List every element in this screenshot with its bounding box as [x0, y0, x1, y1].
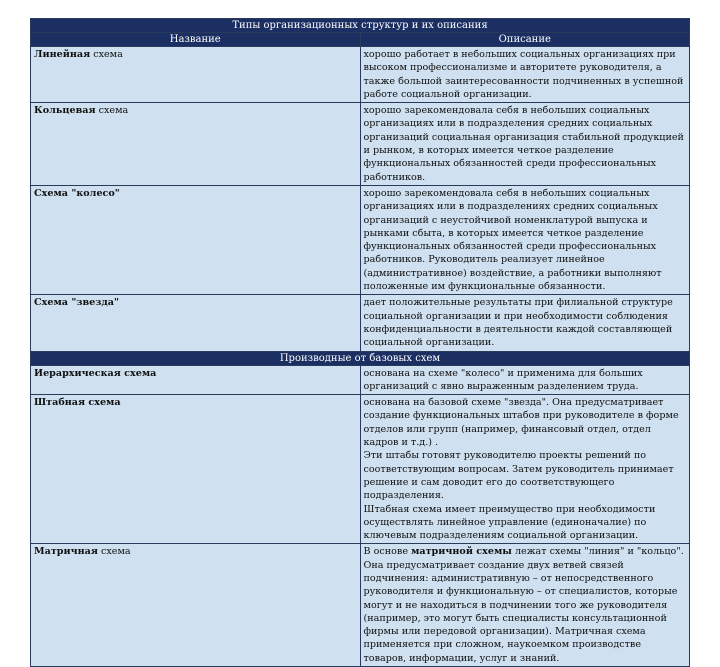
table-row-ring	[31, 103, 690, 186]
description-paragraph: Штабная схема имеет преимущество при необходимости осуществлять линейное управление (единоначалие) по ключевым подразделениям социальной организации.	[363, 503, 656, 542]
table-row-linear	[31, 47, 690, 103]
row-name-cell	[31, 295, 361, 351]
table-row-staff	[31, 395, 690, 544]
table-title: Типы организационных структур и их описания	[31, 19, 690, 33]
title-row	[31, 19, 690, 33]
row-name-bold: Иерархическая схема	[34, 367, 157, 379]
row-name-bold: Схема "звезда"	[34, 297, 119, 309]
row-name-bold: Кольцевая	[34, 105, 96, 117]
section-header-row	[31, 351, 690, 365]
column-header-description: Описание	[360, 33, 690, 47]
row-name-cell	[31, 47, 361, 103]
section-title: Производные от базовых схем	[31, 351, 690, 365]
column-header-name: Название	[31, 33, 361, 47]
row-description: основана на схеме "колесо" и применима для больших организаций с явно выраженным разделением труда.	[360, 365, 690, 395]
row-name-bold: Схема "колесо"	[34, 187, 120, 199]
row-name-rest: схема	[95, 105, 129, 117]
row-name-bold: Матричная	[34, 546, 98, 558]
row-name-bold: Штабная схема	[34, 397, 121, 409]
row-name-bold: Линейная	[34, 49, 91, 60]
organizational-structures-table-wrapper	[30, 18, 690, 667]
row-name-cell	[31, 544, 361, 667]
table-row-hierarchical	[31, 365, 690, 395]
row-name-rest: схема	[97, 546, 131, 558]
table-row-matrix	[31, 544, 690, 667]
row-name-cell	[31, 103, 361, 186]
organizational-structures-table	[30, 18, 690, 667]
table-row-wheel	[31, 185, 690, 294]
row-name-rest: схема	[90, 49, 123, 60]
column-header-row	[31, 33, 690, 47]
description-pre: В основе	[363, 546, 412, 558]
row-name-cell	[31, 395, 361, 544]
row-description: хорошо работает в небольших социальных организациях при высоком профессионализме и авторитете руководителя, а также большой заинтересованности подчиненных в успешной работе социальной организации.	[360, 47, 690, 103]
row-name-cell	[31, 365, 361, 395]
row-description: хорошо зарекомендовала себя в небольших социальных организациях или в подразделениях средних социальных организаций с неустойчивой номенклатурой выпуска и рынками сбыта, в которых имеется четкое разделение функциональных обязанностей среди профессиональных работников. Руководитель реализует линейное (административное) воздействие, а работники выполняют положенные им функциональные обязанности.	[360, 185, 690, 294]
description-post: лежат схемы "линия" и "кольцо". Она предусматривает создание двух ветвей связей подчинения: административную – от непосредственного руководителя и функциональную – от специалистов, которые могут и не находиться в подчинении того же руководителя (например, это могут быть специалисты консультационной фирмы или передовой организации). Матричная схема применяется при сложном, наукоемком производстве товаров, информации, услуг и знаний.	[363, 546, 684, 664]
description-paragraph: Эти штабы готовят руководителю проекты решений по соответствующим вопросам. Затем руководитель принимает решение и сам доводит его до соответствующего подразделения.	[363, 450, 674, 502]
row-name-cell	[31, 185, 361, 294]
row-description	[360, 395, 690, 544]
description-paragraph: основана на базовой схеме "звезда". Она предусматривает создание функциональных штабов при руководителе в форме отделов или групп (например, финансовый отдел, отдел кадров и т.д.) .	[363, 397, 679, 449]
table-row-star	[31, 295, 690, 351]
row-description: дает положительные результаты при филиальной структуре социальной организации и при необходимости соблюдения конфиденциальности в деятельности каждой составляющей социальной организации.	[360, 295, 690, 351]
description-bold-term: матричной схемы	[411, 546, 512, 558]
row-description	[360, 544, 690, 667]
row-description: хорошо зарекомендовала себя в небольших социальных организациях или в подразделения средних социальных организаций социальная организация стабильной продукцией и рынком, в которых имеется четкое разделение функциональных обязанностей среди профессиональных работников.	[360, 103, 690, 186]
